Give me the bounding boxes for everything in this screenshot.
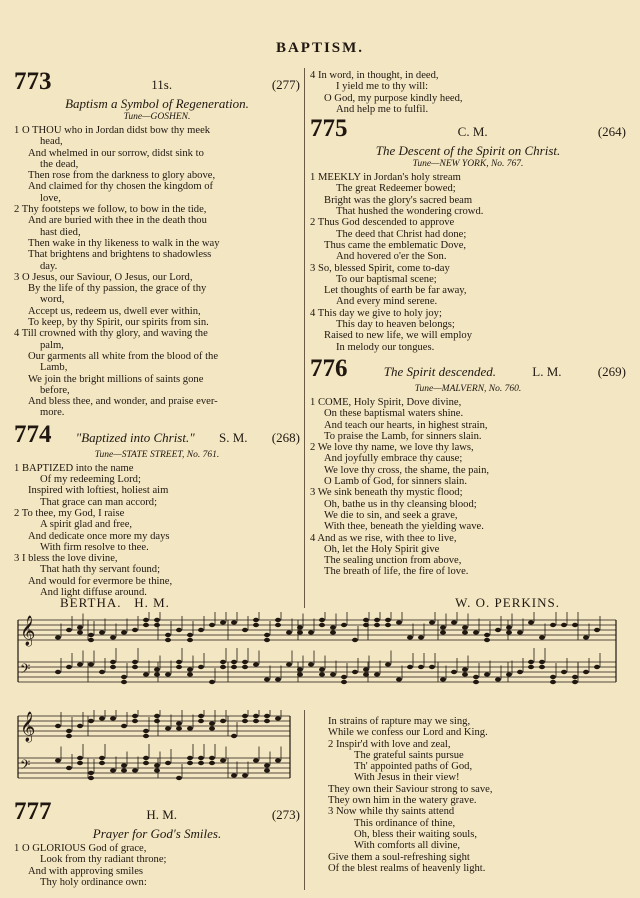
verse-line: And help me to fulfil. (336, 103, 429, 115)
hymn-tune: Tune—NEW YORK, No. 767. (412, 159, 524, 170)
verse-line: Bright was the glory's sacred beam (324, 194, 473, 206)
hymn-776 (310, 354, 626, 578)
verse-line: before, (40, 384, 70, 396)
verse-line: O God, my purpose kindly heed, (324, 92, 463, 104)
verse-line: 2 Thus God descended to approve (310, 217, 455, 229)
hymn-meter: H. M. (146, 807, 178, 822)
hymn-page-ref: (269) (597, 363, 626, 379)
music-score-top (10, 612, 630, 717)
hymn-number: 773 (14, 68, 52, 95)
verse-line: And light diffuse around. (40, 586, 147, 598)
verse-line: We love thy cross, the shame, the pain, (324, 464, 490, 476)
verse-line: They own him in the watery grave. (328, 795, 477, 807)
left-column (14, 70, 300, 598)
verse-line: 3 O Jesus, our Saviour, O Jesus, our Lord, (14, 271, 193, 283)
hymn-number: 774 (14, 420, 52, 448)
verse-line: more. (40, 407, 65, 419)
hymn-meter: L. M. (532, 363, 562, 379)
running-head: BAPTISM. (275, 40, 365, 56)
hymn-tune: Tune—GOSHEN. (123, 112, 191, 122)
verse-line: Oh, bless their waiting souls, (354, 828, 477, 840)
hymn-773 (14, 70, 300, 419)
composer: W. O. PERKINS. (455, 595, 560, 610)
verse-line: The great Redeemer bowed; (336, 183, 456, 195)
hymn-page-ref: (273) (271, 807, 300, 822)
verse-line: And joyfully embrace thy cause; (324, 453, 463, 465)
hymn-meter: S. M. (218, 429, 248, 445)
verse-line: 3 Now while thy saints attend (328, 806, 455, 818)
hymn-page-ref: (268) (271, 429, 300, 445)
verse-line: On these baptismal waters shine. (324, 408, 464, 420)
hymn-page-ref: (264) (597, 124, 626, 140)
hymn-777-verses-right (328, 714, 628, 874)
hymn-tune: Tune—STATE STREET, No. 761. (94, 449, 220, 460)
verse-line: That brightens and brightens to shadowless (28, 249, 212, 261)
verse-line: Give them a soul-refreshing sight (328, 851, 470, 863)
verse-line: 4 Till crowned with thy glory, and waving the (14, 328, 208, 340)
verse-line: To our baptismal scene; (336, 273, 437, 285)
verse-line: palm, (40, 339, 64, 351)
verse-line: And claimed for thy chosen the kingdom of (28, 181, 214, 193)
hymn-page-ref: (277) (271, 77, 300, 92)
verse-line: While we confess our Lord and King. (328, 727, 488, 739)
verse-line: And hovered o'er the Son. (336, 251, 447, 263)
hymn-verses (14, 463, 300, 599)
treble-clef-icon: 𝄞 (20, 616, 36, 646)
hymn-verses (14, 125, 300, 419)
hymn-number: 775 (310, 115, 348, 143)
hymn-title: The Descent of the Spirit on Christ. (375, 143, 561, 159)
verse-line: 1 BAPTIZED into the name (14, 462, 134, 474)
verse-line: Inspired with loftiest, holiest aim (28, 485, 169, 497)
verse-line: 2 We love thy name, we love thy laws, (310, 442, 474, 454)
bass-clef-icon: 𝄢 (20, 661, 31, 680)
verse-line: Thy holy ordinance own: (40, 876, 147, 888)
verse-line: O Lamb of God, for sinners slain. (324, 476, 467, 488)
verse-line: And would for evermore be thine, (28, 575, 173, 587)
verse-line: Raised to new life, we will employ (324, 330, 472, 342)
verse-line: And dedicate once more my days (28, 530, 170, 542)
verse-line: To praise the Lamb, for sinners slain. (324, 430, 482, 442)
verse-line: day. (40, 260, 58, 272)
verse-line: They own their Saviour strong to save, (328, 783, 493, 795)
verse-line: 4 And as we rise, with thee to live, (310, 532, 457, 544)
verse-line: Of my redeeming Lord; (40, 474, 141, 486)
verse-line: hast died, (40, 226, 81, 238)
verse-line: Lamb, (40, 362, 68, 374)
hymn-title: "Baptized into Christ." (75, 429, 195, 445)
verse-line: With thee, beneath the yielding wave. (324, 521, 484, 533)
verse-line: 1 MEEKLY in Jordan's holy stream (310, 172, 461, 184)
hymn-number: 776 (310, 354, 348, 382)
verse-line: The deed that Christ had done; (336, 228, 467, 240)
verse-line: the dead, (40, 158, 79, 170)
treble-clef-icon: 𝄞 (20, 712, 36, 742)
verse-line: And every mind serene. (336, 296, 438, 308)
verse-line: Accept us, redeem us, dwell ever within, (28, 305, 201, 317)
hymn-774-continued (310, 70, 626, 115)
verse-line: The grateful saints pursue (354, 749, 464, 761)
verse-line: Our garments all white from the blood of the (28, 350, 219, 362)
verse-line: 1 O GLORIOUS God of grace, (14, 843, 147, 854)
bass-clef-icon: 𝄢 (20, 757, 31, 776)
hymn-775 (310, 117, 626, 353)
verse-line: With firm resolve to thee. (40, 541, 149, 553)
verse-line: Oh, bathe us in thy cleansing blood; (324, 498, 477, 510)
hymn-verses (14, 843, 300, 888)
right-column (310, 70, 626, 578)
verse-line: And bless thee, and wonder, and praise ever- (28, 396, 218, 408)
verse-line: With Jesus in their view! (354, 772, 460, 784)
verse-line: To keep, by thy Spirit, our spirits from sin. (28, 317, 209, 329)
verse-line: 4 In word, in thought, in deed, (310, 70, 439, 81)
verse-line: word, (40, 294, 65, 306)
tune-name: BERTHA. H. M. (60, 595, 170, 610)
verse-line: And are buried with thee in the death thou (28, 215, 207, 227)
verse-line: 3 We sink beneath thy mystic flood; (310, 487, 463, 499)
verse-line: Th' appointed paths of God, (354, 761, 473, 773)
verse-line: 3 So, blessed Spirit, come to-day (310, 262, 450, 274)
verse-line: In strains of rapture may we sing, (328, 716, 471, 727)
hymn-verses (310, 172, 626, 353)
verse-line: Oh, let the Holy Spirit give (324, 543, 440, 555)
music-header (60, 595, 560, 611)
verse-line: 2 Inspir'd with love and zeal, (328, 738, 451, 750)
verse-line: Thus came the emblematic Dove, (324, 239, 467, 251)
hymn-tune: Tune—MALVERN, No. 760. (414, 383, 522, 394)
column-divider (304, 68, 305, 608)
verse-line: That grace can man accord; (40, 496, 158, 508)
verse-line: The sealing unction from above, (324, 555, 462, 567)
verse-line: And teach our hearts, in highest strain, (324, 419, 488, 431)
verse-line: 1 COME, Holy Spirit, Dove divine, (310, 396, 462, 408)
hymn-meter: C. M. (457, 124, 488, 140)
verse-line: And with approving smiles (28, 865, 144, 877)
hymn-number: 777 (14, 798, 52, 825)
verse-line: That hushed the wondering crowd. (336, 206, 484, 218)
verse-line: love, (40, 192, 61, 204)
verse-line: We die to sin, and seek a grave, (324, 509, 458, 521)
verse-line: A spirit glad and free, (40, 519, 133, 531)
verse-line: Then rose from the darkness to glory above, (28, 170, 216, 182)
verse-line: And whelmed in our sorrow, didst sink to (28, 147, 204, 159)
verse-line: That hath thy servant found; (40, 564, 161, 576)
hymn-title: The Spirit descended. (383, 363, 497, 379)
verse-line: This ordinance of thine, (354, 817, 456, 829)
verse-line: In melody our tongues. (336, 341, 435, 353)
hymn-title: Baptism a Symbol of Regeneration. (65, 96, 249, 111)
hymn-verses (310, 397, 626, 578)
verse-line: Of the blest realms of heavenly light. (328, 862, 486, 874)
verse-line: Look from thy radiant throne; (40, 854, 167, 866)
verse-line: Then wake in thy likeness to walk in the way (28, 237, 220, 249)
verse-line: 1 O THOU who in Jordan didst bow thy meek (14, 125, 211, 136)
verse-line: 2 Thy footsteps we follow, to bow in the tide, (14, 204, 207, 216)
verse-line: 4 This day we give to holy joy; (310, 307, 442, 319)
verse-line: 3 I bless the love divine, (14, 553, 118, 565)
verse-line: This day to heaven belongs; (336, 319, 455, 331)
verse-line: 2 To thee, my God, I raise (14, 507, 125, 519)
hymn-774 (14, 420, 300, 599)
hymn-777 (14, 800, 300, 888)
verse-line: We join the bright millions of saints gone (28, 373, 204, 385)
verse-line: By the life of thy passion, the grace of thy (28, 283, 207, 295)
verse-line: head, (40, 136, 63, 148)
verse-line: Let thoughts of earth be far away, (324, 285, 467, 297)
verse-line: I yield me to thy will: (336, 81, 429, 93)
hymn-meter: 11s. (151, 77, 173, 92)
hymn-title: Prayer for God's Smiles. (92, 826, 222, 841)
verse-line: With comforts all divine, (354, 840, 461, 852)
verse-line: The breath of life, the fire of love. (324, 566, 469, 578)
